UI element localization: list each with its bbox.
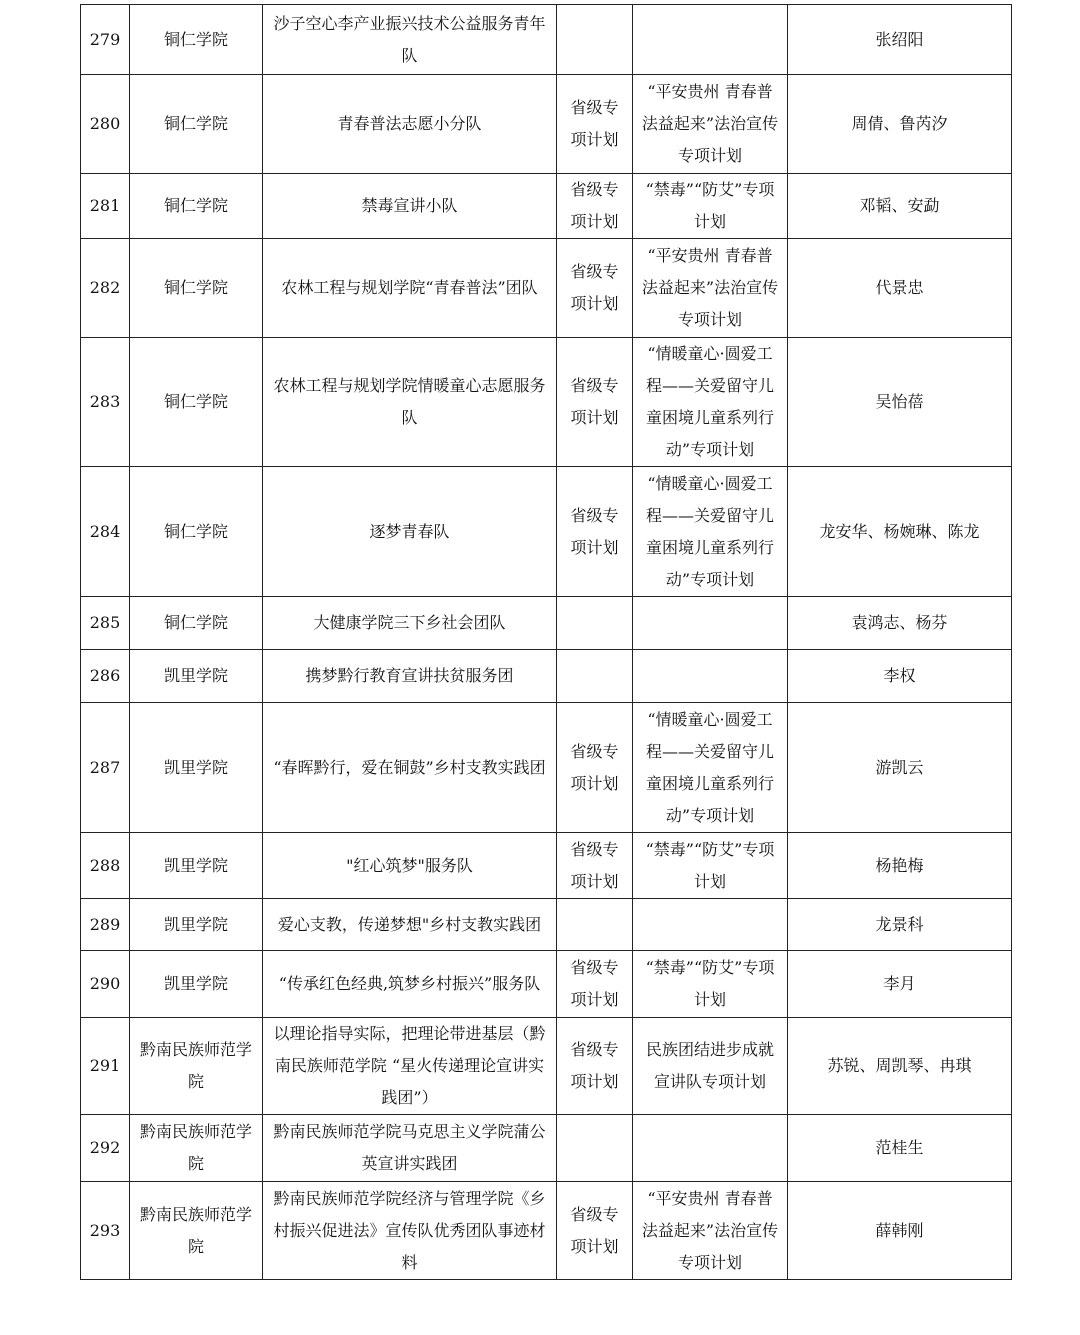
level-cell	[557, 597, 633, 650]
school-cell: 凯里学院	[130, 650, 263, 703]
team-name-cell: 青春普法志愿小分队	[263, 75, 557, 174]
row-number: 292	[81, 1115, 130, 1182]
level-cell: 省级专项计划	[557, 174, 633, 239]
school-cell: 铜仁学院	[130, 467, 263, 597]
leader-cell: 龙安华、杨婉琳、陈龙	[788, 467, 1012, 597]
row-number: 280	[81, 75, 130, 174]
row-number: 291	[81, 1018, 130, 1115]
table-row	[81, 5, 1012, 75]
leader-cell: 吴怡蓓	[788, 338, 1012, 467]
team-name-cell: 大健康学院三下乡社会团队	[263, 597, 557, 650]
row-number: 287	[81, 703, 130, 833]
school-cell: 黔南民族师范学院	[130, 1115, 263, 1182]
table-row	[81, 174, 1012, 239]
table-row	[81, 597, 1012, 650]
row-number: 286	[81, 650, 130, 703]
leader-cell: 薛韩刚	[788, 1182, 1012, 1280]
leader-cell: 邓韬、安勐	[788, 174, 1012, 239]
table-row	[81, 338, 1012, 467]
team-name-cell: 黔南民族师范学院马克思主义学院蒲公英宣讲实践团	[263, 1115, 557, 1182]
school-cell: 凯里学院	[130, 951, 263, 1018]
level-cell: 省级专项计划	[557, 467, 633, 597]
leader-cell: 李权	[788, 650, 1012, 703]
special-plan-cell: “平安贵州 青春普法益起来”法治宣传专项计划	[633, 75, 788, 174]
team-name-cell: 农林工程与规划学院“青春普法”团队	[263, 239, 557, 338]
table-row	[81, 1018, 1012, 1115]
level-cell	[557, 650, 633, 703]
school-cell: 黔南民族师范学院	[130, 1182, 263, 1280]
table-row	[81, 1115, 1012, 1182]
school-cell: 铜仁学院	[130, 174, 263, 239]
special-plan-cell: “禁毒”“防艾”专项计划	[633, 833, 788, 899]
team-name-cell: 携梦黔行教育宣讲扶贫服务团	[263, 650, 557, 703]
special-plan-cell: “禁毒”“防艾”专项计划	[633, 951, 788, 1018]
row-number: 279	[81, 5, 130, 75]
school-cell: 铜仁学院	[130, 75, 263, 174]
special-plan-cell: “情暖童心·圆爱工程——关爱留守儿童困境儿童系列行动”专项计划	[633, 703, 788, 833]
leader-cell: 袁鸿志、杨芬	[788, 597, 1012, 650]
school-cell: 黔南民族师范学院	[130, 1018, 263, 1115]
leader-cell: 游凯云	[788, 703, 1012, 833]
table-row	[81, 467, 1012, 597]
leader-cell: 张绍阳	[788, 5, 1012, 75]
team-name-cell: 农林工程与规划学院情暖童心志愿服务队	[263, 338, 557, 467]
team-name-cell: 逐梦青春队	[263, 467, 557, 597]
special-plan-cell	[633, 650, 788, 703]
row-number: 293	[81, 1182, 130, 1280]
table-row	[81, 1182, 1012, 1280]
leader-cell: 龙景科	[788, 899, 1012, 951]
school-cell: 铜仁学院	[130, 239, 263, 338]
table-row	[81, 239, 1012, 338]
special-plan-cell	[633, 5, 788, 75]
row-number: 289	[81, 899, 130, 951]
table-row	[81, 75, 1012, 174]
leader-cell: 周倩、鲁芮汐	[788, 75, 1012, 174]
row-number: 284	[81, 467, 130, 597]
school-cell: 铜仁学院	[130, 597, 263, 650]
leader-cell: 代景忠	[788, 239, 1012, 338]
level-cell	[557, 899, 633, 951]
special-plan-cell	[633, 899, 788, 951]
leader-cell: 苏锐、周凯琴、冉琪	[788, 1018, 1012, 1115]
level-cell	[557, 1115, 633, 1182]
table-row	[81, 703, 1012, 833]
leader-cell: 李月	[788, 951, 1012, 1018]
special-plan-cell: “禁毒”“防艾”专项计划	[633, 174, 788, 239]
team-name-cell: 黔南民族师范学院经济与管理学院《乡村振兴促进法》宣传队优秀团队事迹材料	[263, 1182, 557, 1280]
school-cell: 凯里学院	[130, 833, 263, 899]
level-cell: 省级专项计划	[557, 1182, 633, 1280]
school-cell: 凯里学院	[130, 899, 263, 951]
row-number: 288	[81, 833, 130, 899]
row-number: 281	[81, 174, 130, 239]
table-row	[81, 833, 1012, 899]
team-name-cell: 以理论指导实际，把理论带进基层（黔南民族师范学院 “星火传递理论宣讲实践团”）	[263, 1018, 557, 1115]
level-cell: 省级专项计划	[557, 951, 633, 1018]
level-cell: 省级专项计划	[557, 338, 633, 467]
special-plan-cell	[633, 597, 788, 650]
table-row	[81, 951, 1012, 1018]
school-cell: 铜仁学院	[130, 338, 263, 467]
row-number: 282	[81, 239, 130, 338]
team-name-cell: “春晖黔行，爱在铜鼓”乡村支教实践团	[263, 703, 557, 833]
leader-cell: 杨艳梅	[788, 833, 1012, 899]
level-cell: 省级专项计划	[557, 1018, 633, 1115]
team-name-cell: “传承红色经典,筑梦乡村振兴”服务队	[263, 951, 557, 1018]
level-cell: 省级专项计划	[557, 239, 633, 338]
school-cell: 凯里学院	[130, 703, 263, 833]
table-row	[81, 650, 1012, 703]
special-plan-cell	[633, 1115, 788, 1182]
team-name-cell: "红心筑梦"服务队	[263, 833, 557, 899]
special-plan-cell: 民族团结进步成就宣讲队专项计划	[633, 1018, 788, 1115]
team-name-cell: 沙子空心李产业振兴技术公益服务青年队	[263, 5, 557, 75]
level-cell	[557, 5, 633, 75]
level-cell: 省级专项计划	[557, 833, 633, 899]
special-plan-cell: “平安贵州 青春普法益起来”法治宣传专项计划	[633, 1182, 788, 1280]
level-cell: 省级专项计划	[557, 703, 633, 833]
special-plan-cell: “平安贵州 青春普法益起来”法治宣传专项计划	[633, 239, 788, 338]
school-cell: 铜仁学院	[130, 5, 263, 75]
team-name-cell: 爱心支教，传递梦想"乡村支教实践团	[263, 899, 557, 951]
row-number: 283	[81, 338, 130, 467]
special-plan-cell: “情暖童心·圆爱工程——关爱留守儿童困境儿童系列行动”专项计划	[633, 338, 788, 467]
level-cell: 省级专项计划	[557, 75, 633, 174]
row-number: 290	[81, 951, 130, 1018]
table-row	[81, 899, 1012, 951]
team-list-table	[80, 4, 1012, 1280]
table-body	[81, 5, 1012, 1280]
row-number: 285	[81, 597, 130, 650]
leader-cell: 范桂生	[788, 1115, 1012, 1182]
special-plan-cell: “情暖童心·圆爱工程——关爱留守儿童困境儿童系列行动”专项计划	[633, 467, 788, 597]
team-name-cell: 禁毒宣讲小队	[263, 174, 557, 239]
